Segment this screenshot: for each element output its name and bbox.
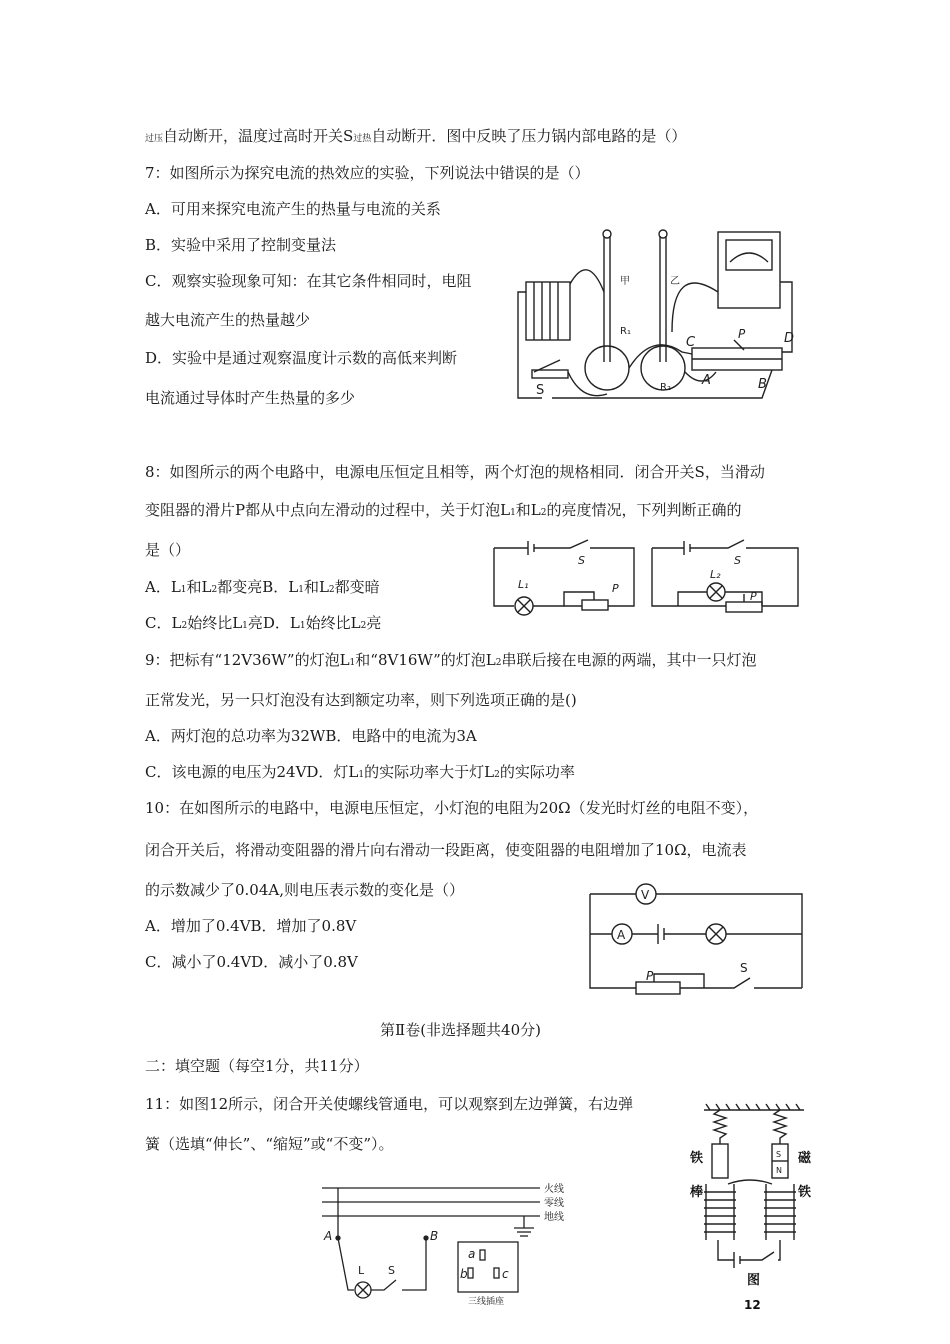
q8-text: 亮 bbox=[366, 614, 382, 632]
q8-line1: 8：如图所示的两个电路中，电源电压恒定且相等，两个灯泡的规格相同．闭合开关S，当滑动 bbox=[145, 463, 765, 481]
label-v: V bbox=[641, 888, 650, 902]
label-a: A bbox=[702, 373, 711, 388]
q10-line3: 的示数减少了0.04A,则电压表示数的变化是（） bbox=[145, 881, 465, 899]
label-tie2: 铁 bbox=[798, 1185, 812, 1200]
sub-text: 1 bbox=[358, 770, 365, 780]
label-d: D bbox=[784, 331, 795, 346]
q8-text: 都变亮B．L bbox=[217, 578, 299, 596]
label-s: S bbox=[734, 554, 741, 567]
household-circuit-figure bbox=[318, 1176, 586, 1306]
q8-text: C．L bbox=[145, 614, 182, 632]
q8-text: 亮D．L bbox=[247, 614, 300, 632]
label-a: A bbox=[617, 928, 626, 942]
label-c: C bbox=[686, 335, 696, 350]
q9-text: 的实际功率 bbox=[499, 763, 575, 781]
q7-option-c-line1: C．观察实验现象可知：在其它条件相同时，电阻 bbox=[145, 272, 472, 290]
sub-text: 2 bbox=[495, 658, 502, 668]
q10-option-cd: C．减小了0.4VD．减小了0.8V bbox=[145, 953, 358, 971]
q7-option-d-line2: 电流通过导体时产生热量的多少 bbox=[145, 389, 356, 407]
q10-figure bbox=[584, 876, 810, 998]
q6-text1: 自动断开，温度过高时开关S bbox=[163, 127, 354, 145]
label-fig-num: 12 bbox=[744, 1298, 761, 1312]
label-s: S bbox=[536, 383, 545, 398]
q8-option-ab bbox=[145, 577, 380, 600]
q8-option-cd bbox=[145, 613, 381, 636]
q10-line2: 闭合开关后，将滑动变阻器的滑片向右滑动一段距离，使变阻器的电阻增加了10Ω，电流表 bbox=[145, 841, 747, 859]
q8-text: 和L bbox=[186, 578, 212, 596]
label-ci: 磁 bbox=[798, 1151, 812, 1166]
sub-text: 2 bbox=[211, 585, 218, 595]
q7-option-b: B．实验中采用了控制变量法 bbox=[145, 236, 337, 254]
sub-text: 2 bbox=[494, 770, 500, 780]
label-socket-c: c bbox=[502, 1267, 509, 1281]
q8-text: 始终比L bbox=[305, 614, 361, 632]
q8-text: 和L bbox=[303, 578, 329, 596]
label-tie: 铁 bbox=[690, 1151, 704, 1166]
label-socket-a: a bbox=[468, 1247, 476, 1261]
q8-line3: 是（） bbox=[145, 541, 191, 559]
q9-text: C．该电源的电压为24VD．灯L bbox=[145, 763, 359, 781]
label-p: P bbox=[646, 969, 654, 983]
label-neutral: 零线 bbox=[544, 1198, 564, 1209]
label-socket-b: b bbox=[460, 1267, 468, 1281]
q9-text: 和“8V16W”的灯泡L bbox=[355, 651, 496, 669]
q8-line2 bbox=[145, 500, 742, 523]
sub-text: 2 bbox=[328, 585, 335, 595]
sub-text: 过热 bbox=[353, 134, 372, 144]
q7-stem: 7：如图所示为探究电流的热效应的实验，下列说法中错误的是（） bbox=[145, 164, 590, 182]
q9-text: 的实际功率大于灯L bbox=[364, 763, 495, 781]
label-b: B bbox=[758, 377, 767, 392]
q7-figure bbox=[512, 222, 800, 412]
q7-option-d-line1: D．实验中是通过观察温度计示数的高低来判断 bbox=[145, 349, 458, 367]
label-s: S bbox=[578, 554, 585, 567]
label-p: P bbox=[750, 590, 757, 603]
q9-line1 bbox=[145, 650, 757, 673]
label-live: 火线 bbox=[544, 1184, 564, 1195]
sub-text: 2 bbox=[181, 621, 188, 631]
q8-text: 都变暗 bbox=[334, 578, 380, 596]
q8-text: 和L bbox=[515, 501, 541, 519]
label-ground: 地线 bbox=[544, 1212, 564, 1223]
q9-text: 9：把标有“12V36W”的灯泡L bbox=[145, 651, 350, 669]
sub-text: 1 bbox=[298, 585, 304, 595]
label-l2: L₂ bbox=[710, 568, 721, 581]
label-s-pole: S bbox=[776, 1150, 782, 1159]
q6-text2: 自动断开．图中反映了压力锅内部电路的是（） bbox=[371, 127, 687, 145]
label-p: P bbox=[738, 327, 746, 341]
sub-text: 1 bbox=[180, 585, 187, 595]
q9-text: 串联后接在电源的两端，其中一只灯泡 bbox=[501, 651, 757, 669]
q6-tail bbox=[145, 126, 686, 149]
q8-text: 的亮度情况，下列判断正确的 bbox=[546, 501, 742, 519]
q11-line1: 11：如图12所示，闭合开关使螺线管通电，可以观察到左边弹簧，右边弹 bbox=[145, 1095, 634, 1113]
label-tu: 图 bbox=[747, 1273, 761, 1288]
q9-option-ab: A．两灯泡的总功率为32WB．电路中的电流为3A bbox=[145, 727, 477, 745]
section-title: 二：填空题（每空1分，共11分） bbox=[145, 1057, 369, 1075]
q8-text: 始终比L bbox=[187, 614, 243, 632]
q7-option-c-line2: 越大电流产生的热量越少 bbox=[145, 311, 311, 329]
q9-line2: 正常发光，另一只灯泡没有达到额定功率，则下列选项正确的是() bbox=[145, 691, 577, 709]
q8-text: 变阻器的滑片P都从中点向左滑动的过程中，关于灯泡L bbox=[145, 501, 511, 519]
q8-figure bbox=[488, 536, 806, 618]
sub-text: 过压 bbox=[145, 134, 164, 144]
label-l1: L₁ bbox=[518, 578, 529, 591]
q11-line2: 簧（选填“伸长”、“缩短”或“不变”）。 bbox=[145, 1135, 394, 1153]
label-l: L bbox=[358, 1264, 365, 1277]
q10-option-ab: A．增加了0.4VB．增加了0.8V bbox=[145, 917, 357, 935]
label-n-pole: N bbox=[776, 1166, 782, 1175]
q9-option-cd bbox=[145, 762, 575, 785]
q7-option-a: A．可用来探究电流产生的热量与电流的关系 bbox=[145, 200, 441, 218]
label-bang: 棒 bbox=[690, 1185, 704, 1200]
part2-title: 第Ⅱ卷(非选择题共40分) bbox=[380, 1021, 541, 1039]
label-socket: 三线插座 bbox=[468, 1297, 505, 1306]
label-r1: R₁ bbox=[620, 326, 631, 337]
q8-text: A．L bbox=[145, 578, 181, 596]
q11-figure bbox=[690, 1100, 820, 1320]
label-yi: 乙 bbox=[670, 276, 680, 287]
sub-text: 2 bbox=[540, 508, 547, 518]
sub-text: 2 bbox=[360, 621, 367, 631]
sub-text: 1 bbox=[299, 621, 306, 631]
label-a: A bbox=[324, 1229, 333, 1243]
sub-text: 1 bbox=[349, 658, 356, 668]
label-s: S bbox=[388, 1264, 395, 1277]
label-jia: 甲 bbox=[620, 276, 630, 287]
sub-text: 1 bbox=[510, 508, 516, 518]
q10-line1: 10：在如图所示的电路中，电源电压恒定，小灯泡的电阻为20Ω（发光时灯丝的电阻不变）， bbox=[145, 799, 759, 817]
label-p: P bbox=[612, 582, 619, 595]
label-s: S bbox=[740, 961, 748, 975]
label-b: B bbox=[430, 1229, 439, 1243]
sub-text: 1 bbox=[242, 621, 248, 631]
label-r2: R₂ bbox=[660, 382, 671, 393]
